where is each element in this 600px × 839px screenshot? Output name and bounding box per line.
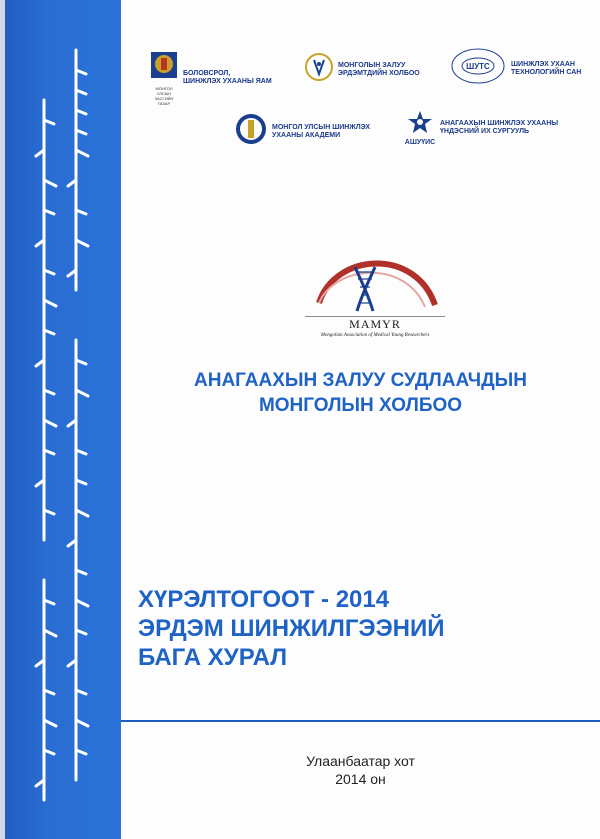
conference-line-3: БАГА ХУРАЛ <box>138 644 288 671</box>
spine-edge <box>0 0 5 839</box>
organization-name <box>121 368 600 418</box>
emblem-of-mongolia-icon <box>149 50 179 106</box>
mamyr-name: MAMYR <box>349 317 401 331</box>
conference-line-2: ЭРДЭМ ШИНЖИЛГЭЭНИЙ <box>138 615 445 642</box>
footer-year: 2014 он <box>335 771 386 787</box>
mamyr-logo <box>305 245 445 345</box>
logo-ministry <box>149 50 303 106</box>
conference-title <box>138 585 558 672</box>
medical-university-abbr: АШУҮИС <box>404 139 436 146</box>
logo-science-fund <box>449 46 600 91</box>
divider <box>121 720 600 722</box>
academy-of-sciences-emblem-icon <box>234 112 268 151</box>
young-scientists-emblem-icon <box>304 52 334 87</box>
logo-young-scientists <box>304 52 458 87</box>
mongolian-script-icon <box>14 40 106 810</box>
ministry-label: БОЛОВСРОЛ, ШИНЖЛЭХ УХААНЫ ЯАМ <box>183 70 272 85</box>
footer <box>121 752 600 788</box>
academy-label: МОНГОЛ УЛСЫН ШИНЖЛЭХ УХААНЫ АКАДЕМИ <box>272 123 371 139</box>
dna-helix-arc-icon <box>305 245 445 317</box>
science-fund-label: ШИНЖЛЭХ УХААН ТЕХНОЛОГИЙН САН <box>511 60 582 76</box>
logo-academy <box>234 112 392 151</box>
medical-university-star-icon <box>404 110 436 146</box>
science-fund-badge: ШУТС <box>466 62 490 71</box>
mamyr-subtitle: Mongolian Association of Medical Young Researchers <box>320 333 430 338</box>
medical-university-label: АНАГААХЫН ШИНЖЛЭХ УХААНЫ ҮНДЭСНИЙ ИХ СУРГУУЛЬ <box>440 120 559 135</box>
partner-logos <box>121 40 600 170</box>
young-scientists-label: МОНГОЛЫН ЗАЛУУ ЭРДЭМТДИЙН ХОЛБОО <box>338 61 420 77</box>
organization-line-1: АНАГААХЫН ЗАЛУУ СУДЛААЧДЫН <box>194 370 527 391</box>
organization-line-2: МОНГОЛЫН ХОЛБОО <box>258 395 463 416</box>
ministry-caption: МОНГОЛ УЛСЫН ЗАСГИЙН ГАЗАР <box>154 86 174 106</box>
conference-line-1: ХҮРЭЛТОГООТ - 2014 <box>138 586 390 613</box>
science-technology-fund-icon <box>449 46 507 91</box>
logo-medical-university <box>404 110 560 146</box>
footer-city: Улаанбаатар хот <box>306 753 415 769</box>
blue-spine <box>0 0 121 839</box>
